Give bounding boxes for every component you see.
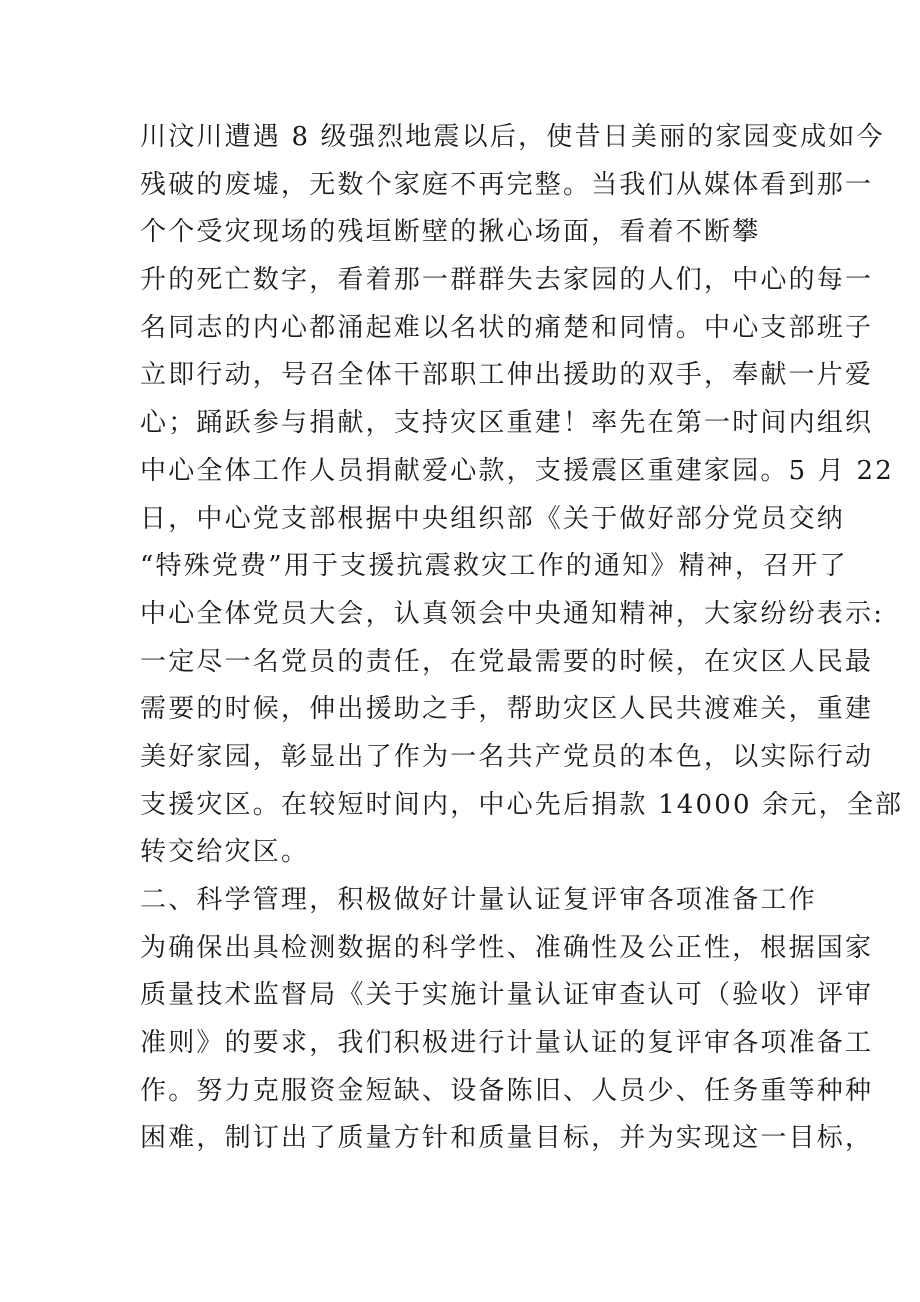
text-line: 日，中心党支部根据中央组织部《关于做好部分党员交纳 bbox=[140, 503, 846, 534]
text-line: 转交给灾区。 bbox=[140, 837, 310, 868]
body-text bbox=[140, 114, 904, 1163]
text-line: “特殊党费”用于支援抗震救灾工作的通知》精神，召开了 bbox=[140, 551, 848, 582]
section-heading: 二、科学管理，积极做好计量认证复评审各项准备工作 bbox=[140, 885, 817, 915]
text-line: 中心全体党员大会，认真领会中央通知精神，大家纷纷表示: bbox=[140, 598, 885, 629]
text-line: 为确保出具检测数据的科学性、准确性及公正性，根据国家 bbox=[140, 932, 874, 963]
text-line: 残破的废墟，无数个家庭不再完整。当我们从媒体看到那一 bbox=[140, 169, 874, 200]
text-line: 个个受灾现场的残垣断壁的揪心场面，看着不断攀 bbox=[140, 217, 761, 248]
text-line: 困难，制订出了质量方针和质量目标，并为实现这一目标， bbox=[140, 1123, 874, 1154]
text-line: 作。努力克服资金短缺、设备陈旧、人员少、任务重等种种 bbox=[140, 1075, 874, 1106]
text-line: 名同志的内心都涌起难以名状的痛楚和同情。中心支部班子 bbox=[140, 312, 874, 343]
text-line: 准则》的要求，我们积极进行计量认证的复评审各项准备工 bbox=[140, 1028, 874, 1059]
text-line: 需要的时候，伸出援助之手，帮助灾区人民共渡难关，重建 bbox=[140, 694, 874, 725]
text-line: 立即行动，号召全体干部职工伸出援助的双手，奉献一片爱 bbox=[140, 360, 874, 391]
text-line: 美好家园，彰显出了作为一名共产党员的本色，以实际行动 bbox=[140, 741, 874, 772]
text-line: 支援灾区。在较短时间内，中心先后捐款 14000 余元，全部 bbox=[140, 789, 904, 820]
text-line: 心；踊跃参与捐献，支持灾区重建！率先在第一时间内组织 bbox=[140, 408, 874, 439]
text-line: 川汶川遭遇 8 级强烈地震以后，使昔日美丽的家园变成如今 bbox=[140, 122, 885, 152]
text-line: 中心全体工作人员捐献爱心款，支援震区重建家园。5 月 22 bbox=[140, 455, 894, 486]
text-line: 升的死亡数字，看着那一群群失去家园的人们，中心的每一 bbox=[140, 265, 874, 296]
text-line: 一定尽一名党员的责任，在党最需要的时候，在灾区人民最 bbox=[140, 646, 874, 677]
text-line: 质量技术监督局《关于实施计量认证审查认可（验收）评审 bbox=[140, 980, 874, 1011]
